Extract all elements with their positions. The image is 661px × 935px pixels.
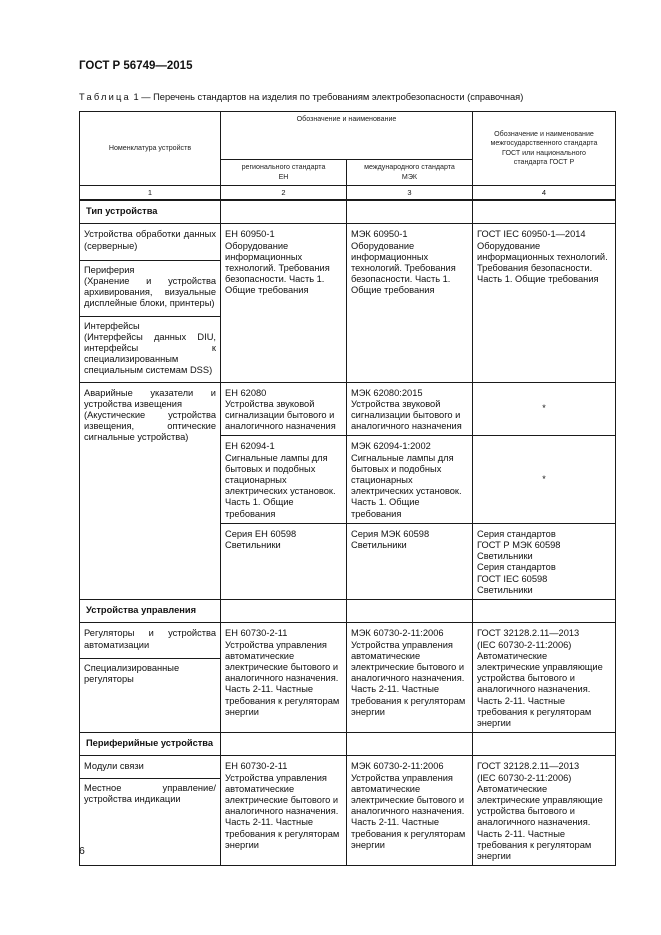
- empty-cell: [221, 733, 347, 756]
- header-designation-group: Обозначение и наименование: [221, 112, 473, 160]
- header-gost: Обозначение и наименование межгосударственного стандарта ГОСТ или национального стандарта ГОСТ Р: [473, 112, 616, 186]
- device-cell: [80, 224, 221, 382]
- column-number: 1: [80, 186, 221, 201]
- standards-table: [79, 111, 616, 866]
- column-number: 4: [473, 186, 616, 201]
- device-name: Модули связи: [84, 761, 144, 772]
- table-row: [80, 623, 616, 733]
- gost-standard-cell: Серия стандартов ГОСТ Р МЭК 60598 Светильники Серия стандартов ГОСТ IEC 60598 Светильники: [473, 523, 616, 599]
- device-name: Интерфейсы (Интерфейсы данных DIU, интерфейсы к специализированным специальным системам DSS): [80, 316, 220, 379]
- section-row: [80, 200, 616, 224]
- en-standard-cell: ЕН 62080 Устройства звуковой сигнализации бытового и аналогичного назначения: [221, 382, 347, 436]
- iec-standard-cell: МЭК 60730-2-11:2006 Устройства управления автоматические электрические бытового и аналогичного назначения. Часть 2-11. Частные требования к регуляторам энергии: [347, 623, 473, 733]
- table-row: [80, 382, 616, 436]
- device-name: Устройства обработки данных (серверные): [84, 229, 216, 251]
- gost-standard-cell: ГОСТ IEC 60950-1—2014 Оборудование информационных технологий. Требования безопасности. Часть 1. Общие требования: [473, 224, 616, 382]
- gost-standard-cell: ГОСТ 32128.2.11—2013 (IEC 60730-2-11:2006) Автоматические электрические управляющие устройства бытового и аналогичного назначения. Часть 2-11. Частные требования к регуляторам энергии: [473, 756, 616, 866]
- page-number: 6: [79, 845, 85, 857]
- gost-standard-cell: ГОСТ 32128.2.11—2013 (IEC 60730-2-11:2006) Автоматические электрические управляющие устройства бытового и аналогичного назначения. Часть 2-11. Частные требования к регуляторам энергии: [473, 623, 616, 733]
- empty-cell: [473, 200, 616, 224]
- header-iec: международного стандарта МЭК: [347, 160, 473, 186]
- device-name: Регуляторы и устройства автоматизации: [84, 628, 216, 650]
- column-number: 2: [221, 186, 347, 201]
- table-caption: [79, 92, 523, 102]
- en-standard-cell: ЕН 62094-1 Сигнальные лампы для бытовых и подобных стационарных электрических установок. Часть 1. Общие требования: [221, 436, 347, 523]
- device-name: Периферия (Хранение и устройства архивирования, визуальные дисплейные блоки, принтеры): [80, 260, 220, 310]
- iec-standard-cell: Серия МЭК 60598 Светильники: [347, 523, 473, 599]
- device-name: Специализированные регуляторы: [80, 658, 220, 685]
- en-standard-cell: ЕН 60730-2-11 Устройства управления автоматические электрические бытового и аналогичного назначения. Часть 2-11. Частные требования к регуляторам энергии: [221, 756, 347, 866]
- device-name: Местное управление/устройства индикации: [80, 778, 220, 805]
- column-number-row: [80, 186, 616, 201]
- section-title: Периферийные устройства: [80, 733, 221, 756]
- device-cell: [80, 756, 221, 866]
- gost-standard-cell: *: [473, 382, 616, 436]
- en-standard-cell: ЕН 60730-2-11 Устройства управления автоматические электрические бытового и аналогичного назначения. Часть 2-11. Частные требования к регуляторам энергии: [221, 623, 347, 733]
- gost-standard-cell: *: [473, 436, 616, 523]
- device-cell: [80, 623, 221, 733]
- en-standard-cell: Серия ЕН 60598 Светильники: [221, 523, 347, 599]
- empty-cell: [347, 600, 473, 623]
- header-devices: Номенклатура устройств: [80, 112, 221, 186]
- caption-text: 1 — Перечень стандартов на изделия по требованиям электробезопасности (справочная): [133, 92, 524, 102]
- empty-cell: [221, 200, 347, 224]
- table-row: [80, 224, 616, 382]
- section-title: Устройства управления: [80, 600, 221, 623]
- empty-cell: [347, 200, 473, 224]
- section-row: [80, 733, 616, 756]
- iec-standard-cell: МЭК 60950-1 Оборудование информационных технологий. Требования безопасности. Часть 1. Общие требования: [347, 224, 473, 382]
- en-standard-cell: ЕН 60950-1 Оборудование информационных технологий. Требования безопасности. Часть 1. Общие требования: [221, 224, 347, 382]
- empty-cell: [221, 600, 347, 623]
- empty-cell: [473, 733, 616, 756]
- document-code: ГОСТ Р 56749—2015: [79, 60, 193, 72]
- device-name: Аварийные указатели и устройства извещения (Акустические устройства извещения, оптические сигнальные устройства): [84, 387, 216, 443]
- column-number: 3: [347, 186, 473, 201]
- section-title: Тип устройства: [80, 200, 221, 224]
- table-header-row: [80, 112, 616, 160]
- section-row: [80, 600, 616, 623]
- device-cell: [80, 382, 221, 599]
- header-en: регионального стандарта ЕН: [221, 160, 347, 186]
- table-row: [80, 756, 616, 866]
- iec-standard-cell: МЭК 62094-1:2002 Сигнальные лампы для бытовых и подобных стационарных электрических установок. Часть 1. Общие требования: [347, 436, 473, 523]
- empty-cell: [473, 600, 616, 623]
- iec-standard-cell: МЭК 60730-2-11:2006 Устройства управления автоматические электрические бытового и аналогичного назначения. Часть 2-11. Частные требования к регуляторам энергии: [347, 756, 473, 866]
- iec-standard-cell: МЭК 62080:2015 Устройства звуковой сигнализации бытового и аналогичного назначения: [347, 382, 473, 436]
- empty-cell: [347, 733, 473, 756]
- caption-label: Таблица: [79, 92, 131, 102]
